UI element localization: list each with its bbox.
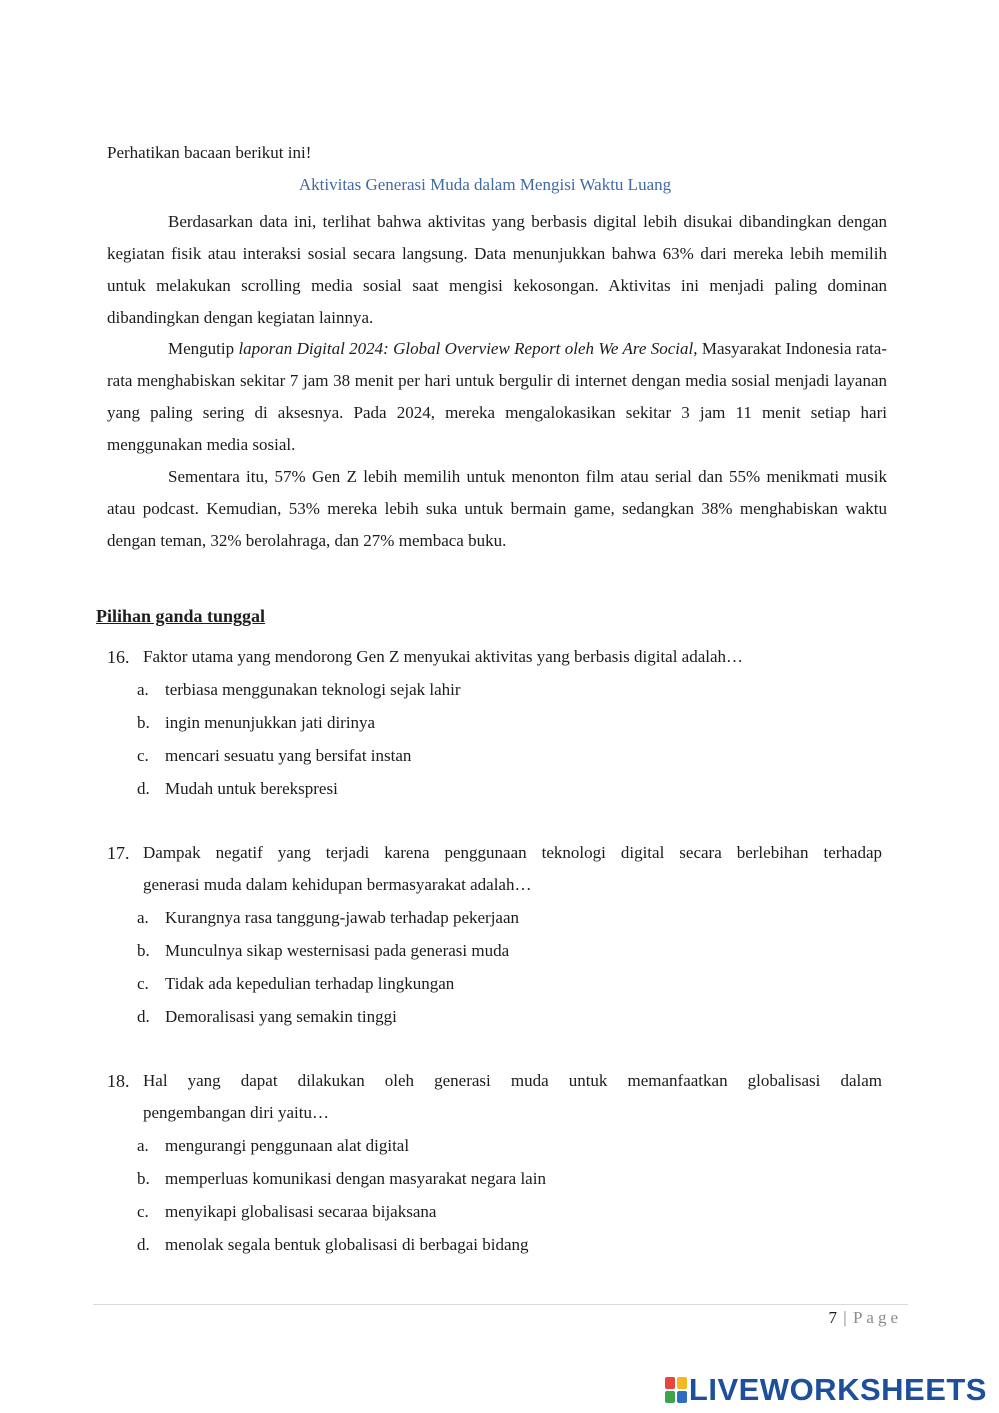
answer-option-b[interactable]: b. memperluas komunikasi dengan masyarakat negara lain bbox=[137, 1169, 546, 1188]
brand-name: LIVEWORKSHEETS bbox=[688, 1372, 987, 1407]
question-number: 17. bbox=[107, 843, 130, 863]
answer-option-b[interactable]: b. ingin menunjukkan jati dirinya bbox=[137, 713, 376, 732]
answer-option-d[interactable]: d. Demoralisasi yang semakin tinggi bbox=[137, 1007, 397, 1026]
question-18 bbox=[107, 1065, 882, 1261]
page-label: Page bbox=[852, 1308, 902, 1327]
report-citation: laporan Digital 2024: Global Overview Report oleh We Are Social, bbox=[238, 339, 698, 358]
answer-option-a[interactable]: a. terbiasa menggunakan teknologi sejak lahir bbox=[137, 680, 461, 699]
question-17 bbox=[107, 837, 882, 1033]
answer-option-a[interactable]: a. Kurangnya rasa tanggung-jawab terhadap pekerjaan bbox=[137, 908, 520, 927]
liveworksheets-brand bbox=[665, 1372, 987, 1408]
question-text: Dampak negatif yang terjadi karena penggunaan teknologi digital secara berlebihan terhadap bbox=[143, 843, 882, 862]
reading-paragraph-1: Berdasarkan data ini, terlihat bahwa aktivitas yang berbasis digital lebih disukai dibandingkan dengan kegiatan fisik atau interaksi sosial secara langsung. Data menunjukkan bahwa 63% dari mereka lebih memilih untuk melakukan scrolling media sosial saat mengisi kekosongan. Aktivitas ini menjadi paling dominan dibandingkan dengan kegiatan lainnya. bbox=[107, 212, 887, 327]
footer-separator: | bbox=[843, 1308, 848, 1327]
page-footer bbox=[829, 1308, 902, 1328]
answer-options bbox=[107, 673, 882, 805]
question-text-continued: pengembangan diri yaitu… bbox=[143, 1103, 330, 1122]
question-text: Faktor utama yang mendorong Gen Z menyukai aktivitas yang berbasis digital adalah… bbox=[143, 647, 744, 666]
liveworksheets-logo-icon bbox=[665, 1377, 687, 1403]
answer-option-c[interactable]: c. menyikapi globalisasi secaraa bijaksana bbox=[137, 1202, 437, 1221]
footer-divider bbox=[93, 1304, 908, 1305]
answer-option-c[interactable]: c. Tidak ada kepedulian terhadap lingkungan bbox=[137, 974, 455, 993]
reading-instruction: Perhatikan bacaan berikut ini! bbox=[107, 143, 312, 162]
question-text: Hal yang dapat dilakukan oleh generasi muda untuk memanfaatkan globalisasi dalam bbox=[143, 1071, 882, 1090]
question-number: 18. bbox=[107, 1071, 130, 1091]
answer-options bbox=[107, 1129, 882, 1261]
answer-option-c[interactable]: c. mencari sesuatu yang bersifat instan bbox=[137, 746, 412, 765]
question-text-continued: generasi muda dalam kehidupan bermasyarakat adalah… bbox=[143, 875, 532, 894]
reading-paragraph-2: Mengutip laporan Digital 2024: Global Overview Report oleh We Are Social, Masyarakat Indonesia rata-rata menghabiskan sekitar 7 jam 38 menit per hari untuk bergulir di internet dengan media sosial menjadi layanan yang paling sering di aksesnya. Pada 2024, mereka mengalokasikan sekitar 3 jam 11 menit setiap hari menggunakan media sosial. bbox=[107, 339, 888, 454]
reading-paragraph-3: Sementara itu, 57% Gen Z lebih memilih untuk menonton film atau serial dan 55% menikmati musik atau podcast. Kemudian, 53% mereka lebih suka untuk bermain game, sedangkan 38% menghabiskan waktu dengan teman, 32% berolahraga, dan 27% membaca buku. bbox=[107, 467, 887, 550]
answer-option-d[interactable]: d. menolak segala bentuk globalisasi di berbagai bidang bbox=[137, 1235, 529, 1254]
answer-option-a[interactable]: a. mengurangi penggunaan alat digital bbox=[137, 1136, 410, 1155]
answer-option-b[interactable]: b. Munculnya sikap westernisasi pada generasi muda bbox=[137, 941, 510, 960]
answer-option-d[interactable]: d. Mudah untuk berekspresi bbox=[137, 779, 338, 798]
question-16 bbox=[107, 641, 882, 805]
answer-options bbox=[107, 901, 882, 1033]
page-number: 7 bbox=[828, 1308, 839, 1327]
section-heading: Pilihan ganda tunggal bbox=[96, 606, 266, 626]
reading-title: Aktivitas Generasi Muda dalam Mengisi Waktu Luang bbox=[298, 175, 672, 194]
question-number: 16. bbox=[107, 647, 130, 667]
